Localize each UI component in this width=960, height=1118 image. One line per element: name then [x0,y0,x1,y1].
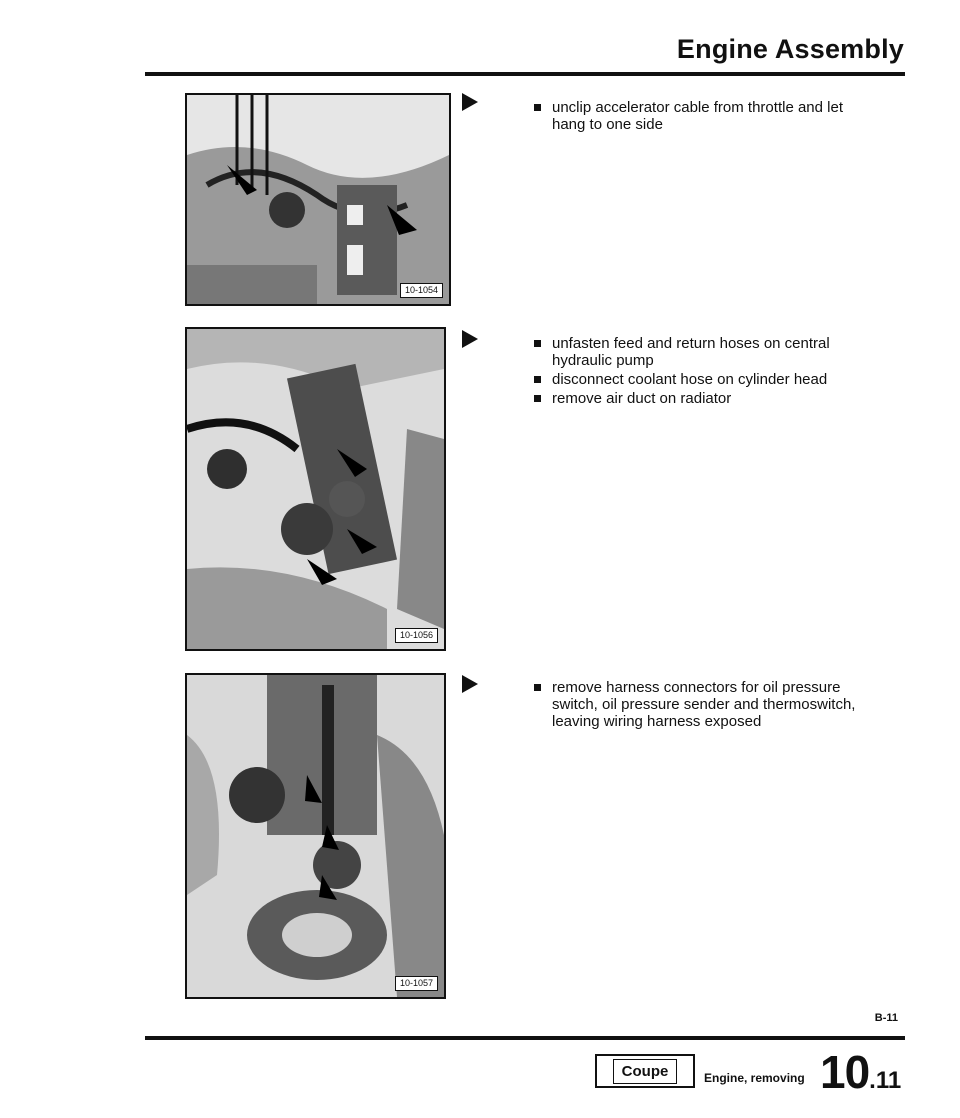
step-item: unfasten feed and return hoses on central hydraulic pump [534,335,874,369]
step-pointer-arrow-1 [462,93,478,111]
step-item: disconnect coolant hose on cylinder head [534,371,874,388]
figure-harness-connectors [185,673,446,999]
engine-photo-2 [187,329,444,649]
step-block-1 [534,99,874,135]
header-rule [145,72,905,76]
footer-rule [145,1036,905,1040]
figure-code: 10-1054 [400,283,443,298]
model-badge [595,1054,695,1088]
page-code: B-11 [874,1012,898,1024]
model-badge-label: Coupe [613,1059,678,1084]
step-block-3 [534,679,874,732]
page-title: Engine Assembly [676,34,904,64]
step-pointer-arrow-3 [462,675,478,693]
step-item: remove harness connectors for oil pressure switch, oil pressure sender and thermoswitch, leaving wiring harness exposed [534,679,874,730]
engine-photo-1 [187,95,449,304]
section-label: Engine, removing [704,1071,805,1085]
figure-accelerator-cable [185,93,451,306]
page-number [820,1045,901,1099]
step-block-2 [534,335,874,409]
engine-photo-3 [187,675,444,997]
step-pointer-arrow-2 [462,330,478,348]
step-item: remove air duct on radiator [534,390,874,407]
step-item: unclip accelerator cable from throttle and let hang to one side [534,99,874,133]
page-number-major: 10 [820,1046,870,1098]
figure-code: 10-1056 [395,628,438,643]
figure-hydraulic-pump [185,327,446,651]
page-number-minor: .11 [869,1067,902,1094]
figure-code: 10-1057 [395,976,438,991]
